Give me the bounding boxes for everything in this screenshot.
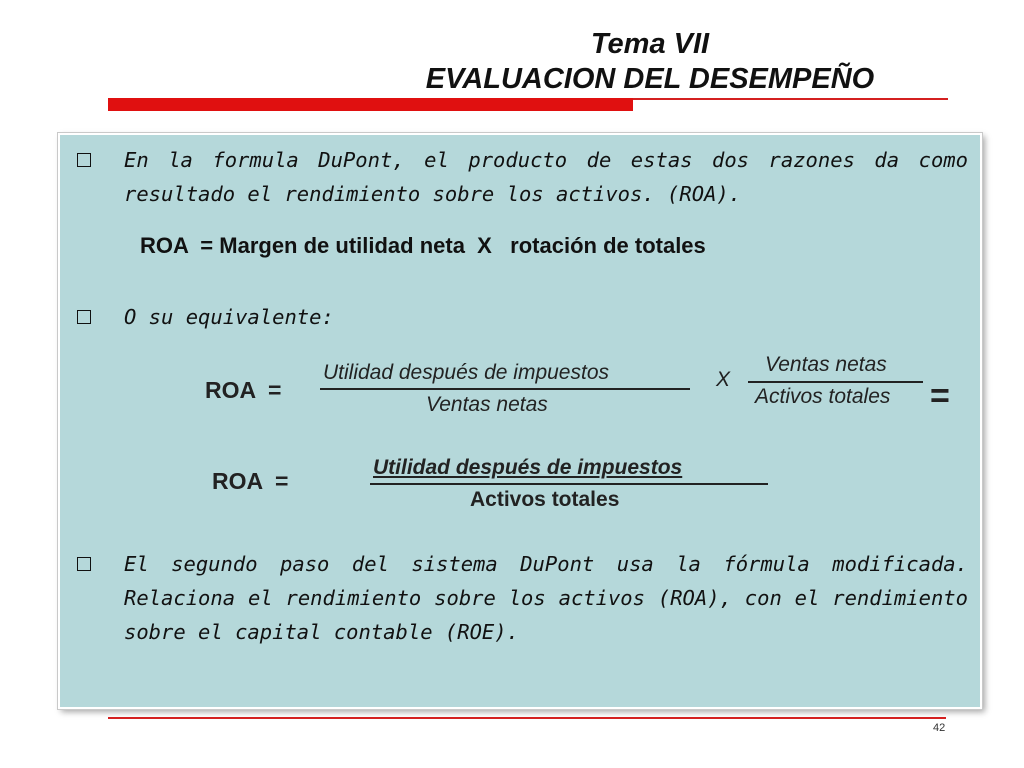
content-panel bbox=[58, 133, 982, 709]
eq2-denominator: Activos totales bbox=[470, 488, 620, 511]
bullet-text-second-step: El segundo paso del sistema DuPont usa la fórmula modificada. Relaciona el rendimiento sobre los activos (ROA), con el rendimiento sobre el capital contable (ROE). bbox=[124, 552, 968, 644]
eq2-lhs: ROA = bbox=[212, 468, 289, 494]
eq1-numerator-2: Ventas netas bbox=[765, 353, 887, 376]
eq1-times-sign: X bbox=[716, 368, 731, 391]
roa-margin-formula: ROA = Margen de utilidad neta X rotación de totales bbox=[140, 233, 706, 258]
bullet-square-icon bbox=[77, 310, 91, 324]
header-red-bar bbox=[108, 98, 633, 111]
page-number: 42 bbox=[933, 722, 946, 734]
eq1-fraction-bar-2 bbox=[748, 381, 923, 383]
eq1-numerator-1: Utilidad después de impuestos bbox=[323, 361, 610, 384]
bullet-text-equivalent: O su equivalente: bbox=[124, 305, 334, 329]
bullet-square-icon bbox=[77, 557, 91, 571]
eq1-denominator-2: Activos totales bbox=[755, 385, 891, 408]
eq2-numerator: Utilidad después de impuestos bbox=[373, 456, 683, 479]
eq1-fraction-bar-1 bbox=[320, 388, 690, 390]
slide-subtitle: EVALUACION DEL DESEMPEÑO bbox=[425, 63, 875, 95]
eq1-lhs: ROA = bbox=[205, 377, 282, 403]
bullet-text-dupont: En la formula DuPont, el producto de estas dos razones da como resultado el rendimiento sobre los activos. (ROA). bbox=[124, 148, 968, 206]
eq2-fraction-bar bbox=[370, 483, 768, 485]
bullet-square-icon bbox=[77, 153, 91, 167]
eq1-denominator-1: Ventas netas bbox=[426, 393, 548, 416]
footer-rule bbox=[108, 717, 946, 719]
slide-title: Tema VII bbox=[590, 28, 710, 60]
eq1-equals-sign: = bbox=[930, 377, 950, 415]
